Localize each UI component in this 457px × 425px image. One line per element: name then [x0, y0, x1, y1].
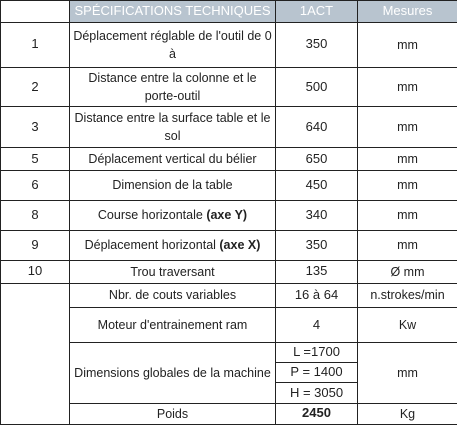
spec-label: Trou traversant	[70, 260, 276, 283]
spec-label: Dimensions globales de la machine	[70, 342, 276, 403]
spec-unit: mm	[358, 200, 457, 230]
axis-label: (axe X)	[219, 238, 261, 253]
header-blank-cell	[1, 1, 70, 23]
axis-label: (axe Y)	[206, 208, 248, 223]
spec-label: Dimension de la table	[70, 171, 276, 200]
table-row	[1, 23, 457, 68]
spec-label-text: Déplacement horizontal	[84, 238, 220, 253]
spec-unit: mm	[358, 231, 457, 260]
spec-value: 350	[276, 231, 358, 260]
spec-value: 500	[276, 67, 358, 107]
spec-unit: mm	[358, 67, 457, 107]
row-number: 9	[1, 231, 70, 260]
row-number: 10	[1, 260, 70, 283]
spec-label: Déplacement réglable de l'outil de 0 à	[70, 23, 276, 68]
spec-value: 450	[276, 171, 358, 200]
spec-label: Poids	[70, 403, 276, 424]
dimension-height: H = 3050	[276, 383, 358, 403]
spec-label	[70, 200, 276, 230]
table-row	[1, 231, 457, 260]
row-number: 3	[1, 107, 70, 148]
row-number-blank	[1, 283, 70, 424]
spec-label: Distance entre la colonne et le porte-outil	[70, 67, 276, 107]
table-row	[1, 308, 457, 343]
table-row	[1, 107, 457, 148]
spec-value: 135	[276, 260, 358, 283]
spec-unit: mm	[358, 171, 457, 200]
spec-value: 4	[276, 308, 358, 343]
spec-value: 650	[276, 147, 358, 170]
row-number: 2	[1, 67, 70, 107]
spec-label: Nbr. de couts variables	[70, 283, 276, 307]
spec-unit: mm	[358, 147, 457, 170]
row-number: 1	[1, 23, 70, 68]
table-row	[1, 200, 457, 230]
row-number: 8	[1, 200, 70, 230]
spec-unit: Ø mm	[358, 260, 457, 283]
spec-label: Moteur d'entrainement ram	[70, 308, 276, 343]
spec-unit: Kw	[358, 308, 457, 343]
dimension-depth: P = 1400	[276, 363, 358, 383]
spec-label	[70, 231, 276, 260]
spec-unit: mm	[358, 342, 457, 403]
spec-value: 350	[276, 23, 358, 68]
spec-unit: Kg	[358, 403, 457, 424]
spec-label: Distance entre la surface table et le sol	[70, 107, 276, 148]
row-number: 5	[1, 147, 70, 170]
spec-value: 340	[276, 200, 358, 230]
header-units: Mesures	[358, 1, 457, 23]
spec-value: 2450	[276, 403, 358, 424]
header-model: 1ACT	[276, 1, 358, 23]
table-row	[1, 260, 457, 283]
table-row	[1, 171, 457, 200]
spec-label: Déplacement vertical du bélier	[70, 147, 276, 170]
table-row	[1, 147, 457, 170]
dimension-length: L =1700	[276, 342, 358, 362]
row-number: 6	[1, 171, 70, 200]
spec-unit: mm	[358, 107, 457, 148]
table-row	[1, 67, 457, 107]
spec-label-text: Course horizontale	[97, 208, 207, 223]
spec-value: 640	[276, 107, 358, 148]
spec-unit: n.strokes/min	[358, 283, 457, 307]
table-row	[1, 342, 457, 362]
header-specifications: SPÉCIFICATIONS TECHNIQUES	[70, 1, 276, 23]
table-row	[1, 403, 457, 424]
table-header-row	[1, 1, 457, 23]
spec-unit: mm	[358, 23, 457, 68]
spec-value: 16 à 64	[276, 283, 358, 307]
table-row	[1, 283, 457, 307]
